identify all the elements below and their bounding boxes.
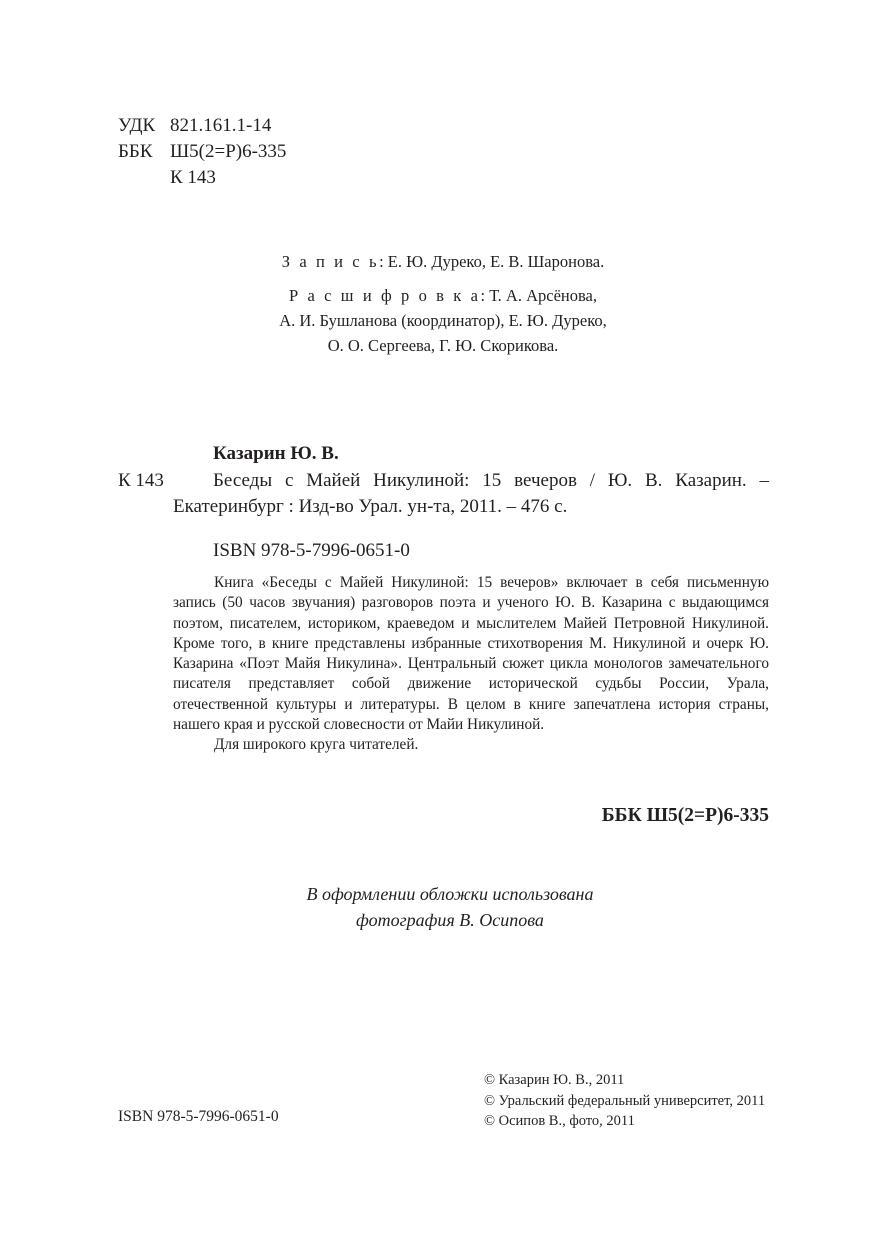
copyright-block — [484, 1070, 765, 1132]
annotation — [173, 573, 769, 756]
udk-label: УДК — [118, 115, 156, 136]
cover-note-line2: фотография В. Осипова — [356, 910, 544, 930]
catalog-title-line: Беседы с Майей Никулиной: 15 вечеров / Ю. В. Казарин. – — [213, 470, 769, 491]
bbk-label: ББК — [118, 141, 153, 162]
catalog-isbn: ISBN 978-5-7996-0651-0 — [213, 540, 410, 561]
recording-names: : Е. Ю. Дуреко, Е. В. Шаронова. — [379, 252, 605, 271]
transcription-credit — [0, 283, 875, 308]
author-mark-row — [118, 165, 286, 191]
transcription-names-1: : Т. А. Арсёнова, — [480, 286, 597, 305]
annotation-text: Книга «Беседы с Майей Никулиной: 15 вечеров» включает в себя письменную запись (50 часов звучания) разговоров поэта и ученого Ю. В. Казарина с выдающимся поэтом, писателем, историком, краеведом и мыслителем Майей Петровной Никулиной. Кроме того, в книге представлены избранные стихотворения М. Никулиной и очерк Ю. Казарина «Поэт Майя Никулина». Центральный сюжет цикла монологов замечательного писателя представляет собой движение исторической судьбы России, Урала, отечественной культуры и литературы. В целом в книге запечатлена история страны, нашего края и русской словесности от Майи Никулиной. — [173, 574, 769, 734]
transcription-names-3: О. О. Сергеева, Г. Ю. Скорикова. — [327, 336, 559, 355]
transcription-names-2: А. И. Бушланова (координатор), Е. Ю. Дуреко, — [279, 311, 607, 330]
bbk-value: Ш5(2=Р)6-335 — [170, 141, 287, 162]
footer-isbn: ISBN 978-5-7996-0651-0 — [118, 1108, 279, 1125]
author-mark: К 143 — [170, 167, 216, 188]
catalog-mark: К 143 — [118, 470, 164, 491]
copyright-author: © Казарин Ю. В., 2011 — [484, 1072, 625, 1088]
classification-codes — [118, 113, 286, 191]
audience-note: Для широкого круга читателей. — [214, 736, 419, 754]
catalog-publisher-line: Екатеринбург : Изд-во Урал. ун-та, 2011. – 476 с. — [173, 496, 568, 517]
recording-label: З а п и с ь — [281, 252, 380, 271]
bbk-bold-code: ББК Ш5(2=Р)6-335 — [601, 805, 769, 826]
copyright-photo: © Осипов В., фото, 2011 — [484, 1113, 635, 1129]
copyright-university: © Уральский федеральный университет, 2011 — [484, 1092, 766, 1109]
cover-note — [0, 881, 875, 933]
udk-value: 821.161.1-14 — [170, 115, 272, 136]
credits-block — [0, 249, 875, 358]
catalog-author-heading: Казарин Ю. В. — [213, 443, 339, 464]
udk-row — [118, 113, 286, 139]
transcription-label: Р а с ш и ф р о в к а — [289, 286, 481, 305]
bbk-row — [118, 139, 286, 165]
recording-credit — [0, 249, 875, 274]
cover-note-line1: В оформлении обложки использована — [306, 884, 594, 904]
